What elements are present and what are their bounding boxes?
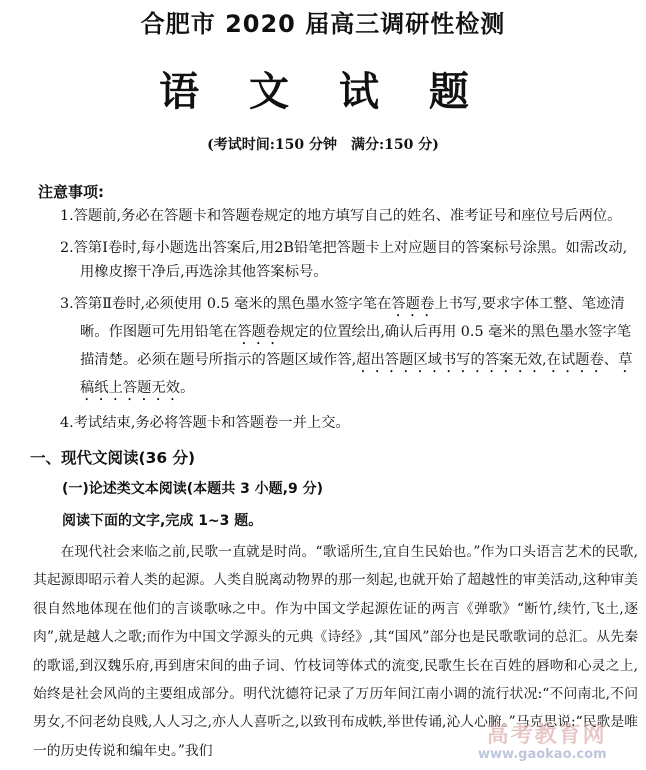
notice-text: 。: [180, 379, 195, 396]
watermark: [478, 718, 607, 762]
notice-text: 3.答第Ⅱ卷时,必须使用 0.5 毫米的黑色墨水签字笔在: [60, 295, 392, 312]
watermark-url: www.gaokao.com: [478, 747, 607, 762]
emphasis-text: 答题卷: [237, 323, 281, 340]
notice-item: [60, 292, 635, 404]
exam-header: 合肥市 2020 届高三调研性检测: [140, 10, 506, 38]
notice-title: 注意事项:: [38, 183, 104, 201]
subsection-heading: (一)论述类文本阅读(本题共 3 小题,9 分): [62, 481, 324, 497]
notice-item: 1.答题前,务必在答题卡和答题卷规定的地方填写自己的姓名、准考证号和座位号后两位。: [60, 208, 622, 224]
notice-list: [60, 204, 635, 442]
reading-instruction: 阅读下面的文字,完成 1~3 题。: [62, 513, 263, 529]
section-heading: 一、现代文阅读(36 分): [30, 449, 196, 467]
notice-text: 规定的位置绘出,确认后再用 0.5 毫米的黑色墨水签字笔描清楚。必须在题号所指示的答题区域作答,: [80, 323, 632, 368]
emphasis-text: 超出答题区域书写的答案无效: [356, 351, 543, 368]
emphasis-text: 答题卷: [391, 295, 435, 312]
notice-text: ,: [542, 351, 547, 368]
notice-text: 上书写,要求字体工整、笔迹清晰。作图题可先用铅笔在: [80, 295, 625, 340]
watermark-line: 高考教育网: [486, 723, 607, 748]
notice-item: 4.考试结束,务必将答题卡和答题卷一并上交。: [60, 414, 350, 431]
reading-passage: 在现代社会来临之前,民歌一直就是时尚。“歌谣所生,宜自生民始也。”作为口头语言艺术的民歌,其起源即昭示着人类的起源。人类自脱离动物界的那一刻起,也就开始了超越性的审美活动,这种审美很自然地体现在他们的言谈歌咏之中。作为中国文学起源佐证的两言《弹歌》“断竹,续竹,飞土,逐肉”,就是越人之歌;而作为中国文学源头的元典《诗经》,其“国风”部分也是民歌歌词的总汇。从先秦的歌谣,到汉魏乐府,再到唐宋间的曲子词、竹枝词等体式的流变,民歌生长在百姓的唇吻和心灵之上,始终是社会风尚的主要组成部分。明代沈德符记录了万历年间江南小调的流行状况:“不问南北,不问男女,不问老幼良贱,人人习之,亦人人喜听之,以致刊布成帙,举世传诵,沁人心腑。”马克思说:“民歌是唯一的历史传说和编年史。”我们: [33, 544, 638, 759]
exam-meta: (考试时间:150 分钟 满分:150 分): [207, 137, 439, 153]
emphasis-text: 在试题卷、草稿纸上答题无效: [80, 351, 633, 396]
notice-item: 2.答第Ⅰ卷时,每小题选出答案后,用2B铅笔把答题卡上对应题目的答案标号涂黑。如需改动,用橡皮擦干净后,再选涂其他答案标号。: [60, 239, 628, 280]
exam-title: 语 文 试 题: [159, 68, 487, 115]
